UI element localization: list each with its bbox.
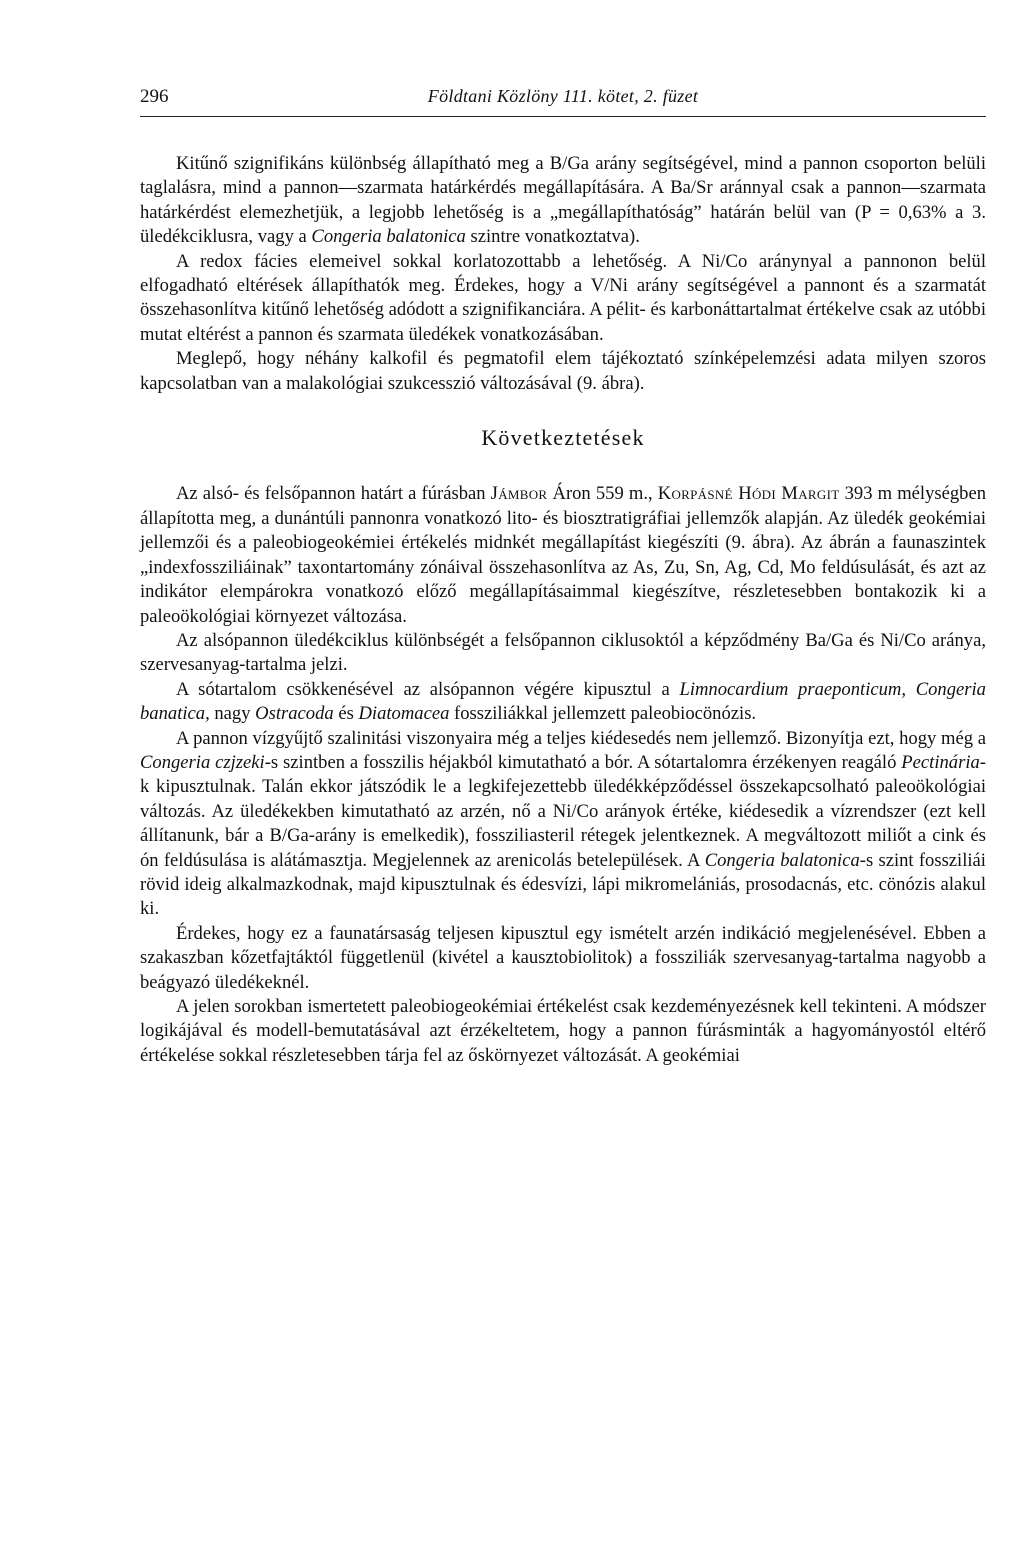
paragraph [140, 995, 986, 1068]
paragraph [140, 629, 986, 678]
text-segment: A jelen sorokban ismertetett paleobiogeokémiai értékelést csak kezdeményezésnek kell tekinteni. A módszer logikájával és modell-bemutatásával azt érzékeltetem, hogy a pannon fúrásminták a hagyományostól eltérő értékelése sokkal részletesebben tárja fel az őskörnyezet változását. A geokémiai [140, 996, 986, 1066]
text-segment: és [333, 703, 359, 725]
italic-taxon-text: Congeria balatonica [311, 226, 466, 248]
body-text [140, 152, 986, 1068]
author-name: Jámbor [490, 483, 548, 505]
text-segment: fossziliákkal jellemzett paleobiocönózis. [449, 703, 757, 725]
italic-taxon-text: Limnocardium praeponticum, Congeria banatica, [140, 678, 986, 725]
paragraph [140, 727, 986, 922]
running-header [140, 86, 986, 117]
section-heading: Következtetések [481, 425, 645, 451]
paragraph [140, 347, 986, 396]
text-segment: Az alsópannon üledékciklus különbségét a felsőpannon ciklusoktól a képződmény Ba/Ga és Ni/Co aránya, szervesanyag-tartalma jelzi. [140, 629, 986, 676]
text-segment: Meglepő, hogy néhány kalkofil és pegmatofil elem tájékoztató színképelemzési adata milyen szoros kapcsolatban van a malakológiai szukcesszió változásával (9. ábra). [140, 348, 986, 394]
page-number: 296 [140, 86, 169, 107]
italic-taxon-text: Diatomacea [358, 703, 450, 725]
intro-paragraphs [140, 152, 986, 396]
text-segment: A sótartalom csökkenésével az alsópannon végére kipusztul a [176, 678, 680, 700]
text-segment: nagy [209, 703, 256, 725]
text-segment: Kitűnő szignifikáns különbség állapítható meg a B/Ga arány segítségével, mind a pannon csoporton belüli taglalásra, mind a pannon—szarmata határkérdés megállapítására. A Ba/Sr aránnyal csak a pannon—szarmata határkérdést elemezhetjük, a legjobb lehetőség is a „megállapíthatóság” határán belül van (P = 0,63% a 3. üledékciklusra, vagy a [140, 153, 986, 248]
text-segment: Áron 559 m., [547, 483, 658, 505]
text-segment: -s szintben a fosszilis héjakból kimutatható a bór. A sótartalomra érzékenyen reagáló [264, 751, 902, 773]
text-segment: -s szint fossziliái rövid ideig alkalmazkodnak, majd kipusztulnak és édesvízi, lápi mikromelániás, prosodacnás, etc. cönózis alakul ki. [140, 849, 986, 920]
italic-taxon-text: Congeria czjzeki [140, 751, 265, 773]
italic-taxon-text: Ostracoda [255, 703, 334, 725]
paragraph [140, 482, 986, 628]
text-segment: szintre vonatkoztatva). [465, 226, 640, 248]
text-segment: -k kipusztulnak. Talán ekkor játszódik le a legkifejezettebb üledékképződéssel összekapcsolható paleoökológiai változás. Az üledékekben kimutatható az arzén, nő a Ni/Co arányok értéke, kiédesedik a vízrendszer (ezt kell állítanunk, bár a B/Ga-arány is emelkedik), fossziliasteril rétegek jelentkeznek. A megváltozott miliőt a cink és ón feldúsulása is alátámasztja. Megjelennek az arenicolás betelepülések. A [140, 751, 986, 871]
italic-taxon-text: Congeria balatonica [704, 849, 860, 871]
italic-taxon-text: Pectinária [901, 751, 980, 773]
text-segment: A pannon vízgyűjtő szalinitási viszonyaira még a teljes kiédesedés nem jellemző. Bizonyítja ezt, hogy még a [176, 727, 986, 749]
paragraph [140, 922, 986, 995]
text-segment: Érdekes, hogy ez a faunatársaság teljesen kipusztul egy ismételt arzén indikáció megjelenésével. Ebben a szakaszban kőzetfajtáktól függetlenül (kivétel a kausztobiolitok) a fossziliák szervesanyag-tartalma nagyobb a beágyazó üledékeknél. [140, 922, 986, 993]
journal-title: Földtani Közlöny 111. kötet, 2. füzet [427, 86, 699, 106]
text-segment: A redox fácies elemeivel sokkal korlatozottabb a lehetőség. A Ni/Co aránynyal a pannonon belül elfogadható eltérések állapíthatók meg. Érdekes, hogy a V/Ni arány segítségével a pannont és a szarmatát összehasonlítva kitűnő lehetőség adódott a szignifikanciára. A pélit- és karbonáttartalmat értékelve csak az utóbbi mutat eltérést a pannon és szarmata üledékek vonatkozásában. [140, 250, 986, 345]
conclusions-paragraphs [140, 482, 986, 1068]
paragraph [140, 250, 986, 348]
paragraph [140, 678, 986, 727]
paragraph [140, 152, 986, 250]
author-name: Korpásné Hódi Margit [657, 483, 840, 505]
text-segment: 393 m mélységben állapította meg, a dunántúli pannonra vonatkozó lito- és biosztratigráfiai jellemzők alapján. Az üledék geokémiai jellemzői és a paleobiogeokémiei értékelés midnkét megállapítást kiegészíti (9. ábra). Az ábrán a faunaszintek „indexfossziliáinak” taxontartomány zónáival összehasonlítva az As, Zu, Sn, Ag, Cd, Mo feldúsulását, és azt az indikátor elempárokra vonatkozó előző megállapításaimmal kiegészítve, részletesebben bontakozik ki a paleoökológiai környezet változása. [140, 483, 987, 627]
text-segment: Az alsó- és felsőpannon határt a fúrásban [176, 483, 491, 505]
